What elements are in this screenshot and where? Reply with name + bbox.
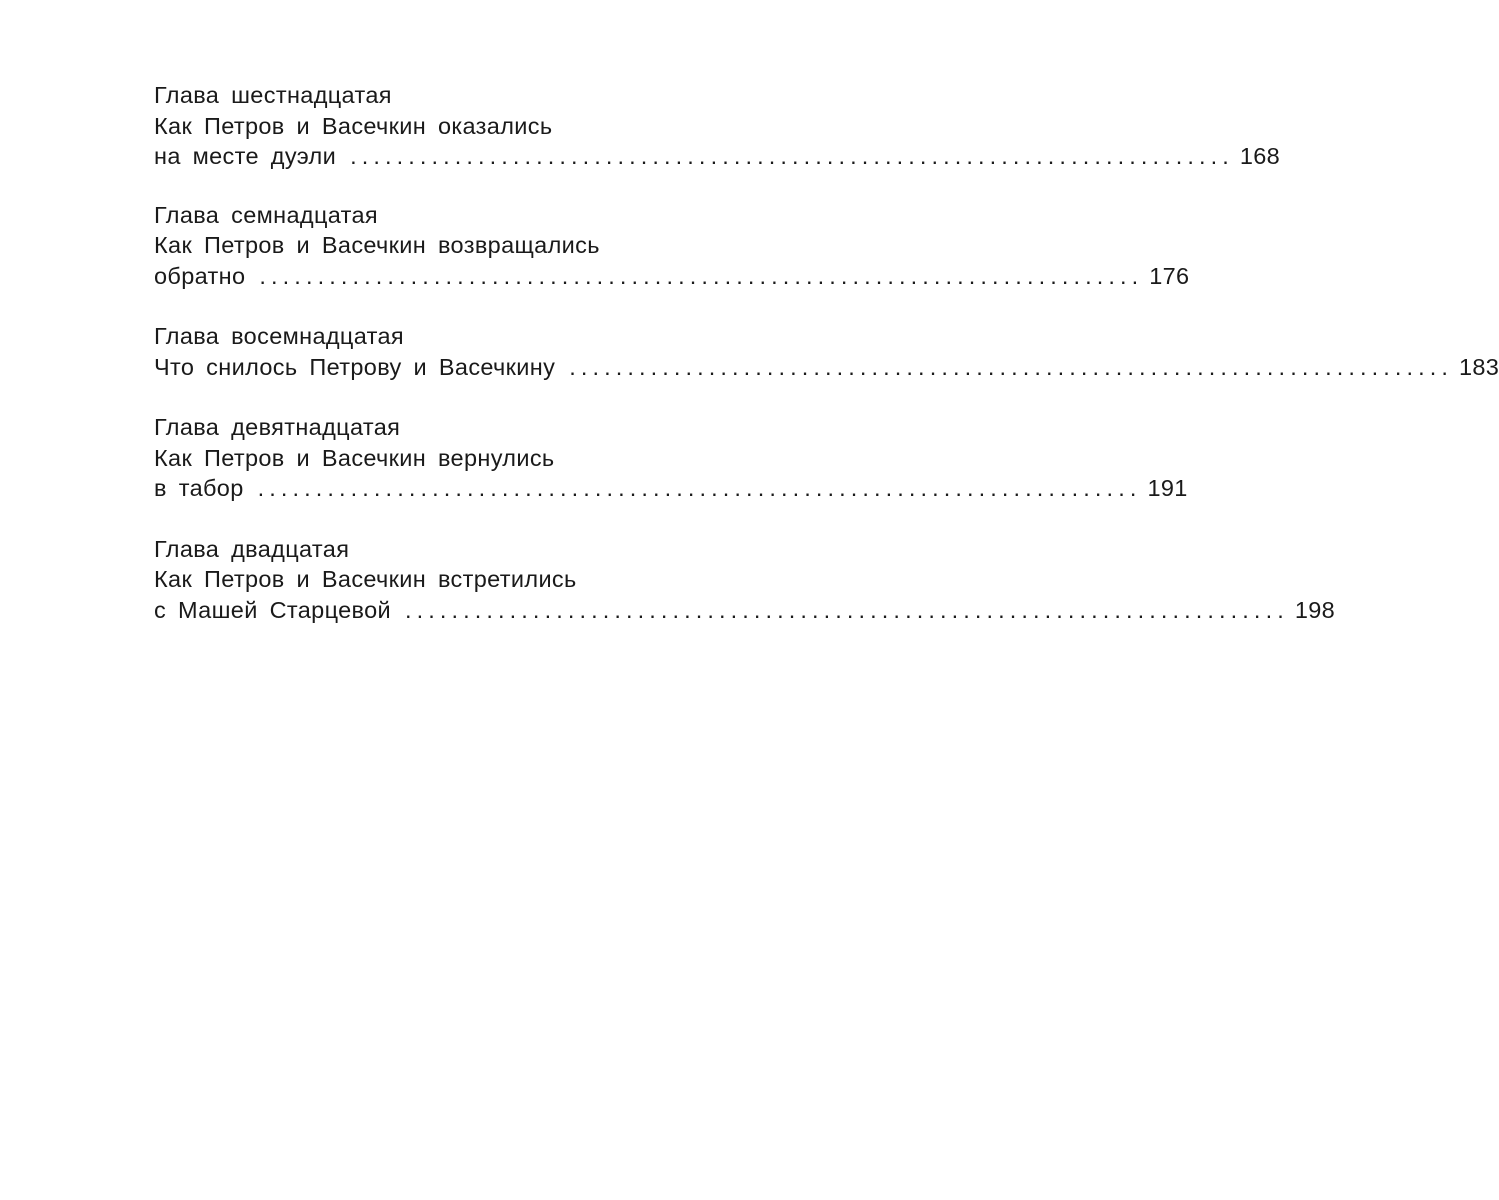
dot-leader: ............................................................................ bbox=[405, 596, 1289, 623]
toc-entry bbox=[154, 321, 1499, 382]
chapter-heading: Глава девятнадцатая bbox=[154, 414, 401, 440]
dot-leader: ............................................................................ bbox=[350, 143, 1234, 169]
chapter-title-last-line bbox=[154, 595, 1335, 626]
toc-entry bbox=[154, 534, 1335, 626]
toc-entry bbox=[154, 80, 1280, 172]
chapter-heading: Глава шестнадцатая bbox=[154, 82, 392, 108]
chapter-title-last-line bbox=[154, 473, 1188, 504]
chapter-title-line: Как Петров и Васечкин встретились bbox=[154, 566, 577, 592]
page-number: 168 bbox=[1239, 143, 1280, 169]
chapter-title-line: Как Петров и Васечкин вернулись bbox=[154, 444, 555, 471]
dot-leader: ............................................................................ bbox=[259, 262, 1144, 289]
chapter-title-text: Что снилось Петрову и Васечкину bbox=[154, 353, 556, 380]
dot-leader: ............................................................................ bbox=[257, 475, 1142, 501]
chapter-title-text: на месте дуэли bbox=[154, 143, 337, 169]
chapter-title-line: Как Петров и Васечкин возвращались bbox=[154, 232, 600, 258]
chapter-heading: Глава восемнадцатая bbox=[154, 323, 404, 349]
chapter-heading: Глава двадцатая bbox=[154, 535, 350, 562]
chapter-title-line: Как Петров и Васечкин оказались bbox=[154, 112, 553, 139]
chapter-title-last-line bbox=[154, 352, 1499, 383]
page-number: 183 bbox=[1459, 353, 1499, 380]
chapter-heading: Глава семнадцатая bbox=[154, 201, 378, 228]
chapter-title-last-line bbox=[154, 261, 1190, 292]
toc-entry bbox=[154, 200, 1190, 292]
dot-leader: ............................................................................ bbox=[569, 353, 1453, 380]
page-number: 191 bbox=[1147, 475, 1188, 501]
table-of-contents bbox=[154, 80, 1499, 625]
toc-entry bbox=[154, 412, 1188, 504]
chapter-title-text: с Машей Старцевой bbox=[154, 596, 392, 623]
chapter-title-text: обратно bbox=[154, 262, 246, 289]
chapter-title-last-line bbox=[154, 141, 1280, 172]
page-number: 198 bbox=[1294, 596, 1335, 623]
page-number: 176 bbox=[1149, 262, 1190, 289]
chapter-title-text: в табор bbox=[154, 475, 244, 501]
